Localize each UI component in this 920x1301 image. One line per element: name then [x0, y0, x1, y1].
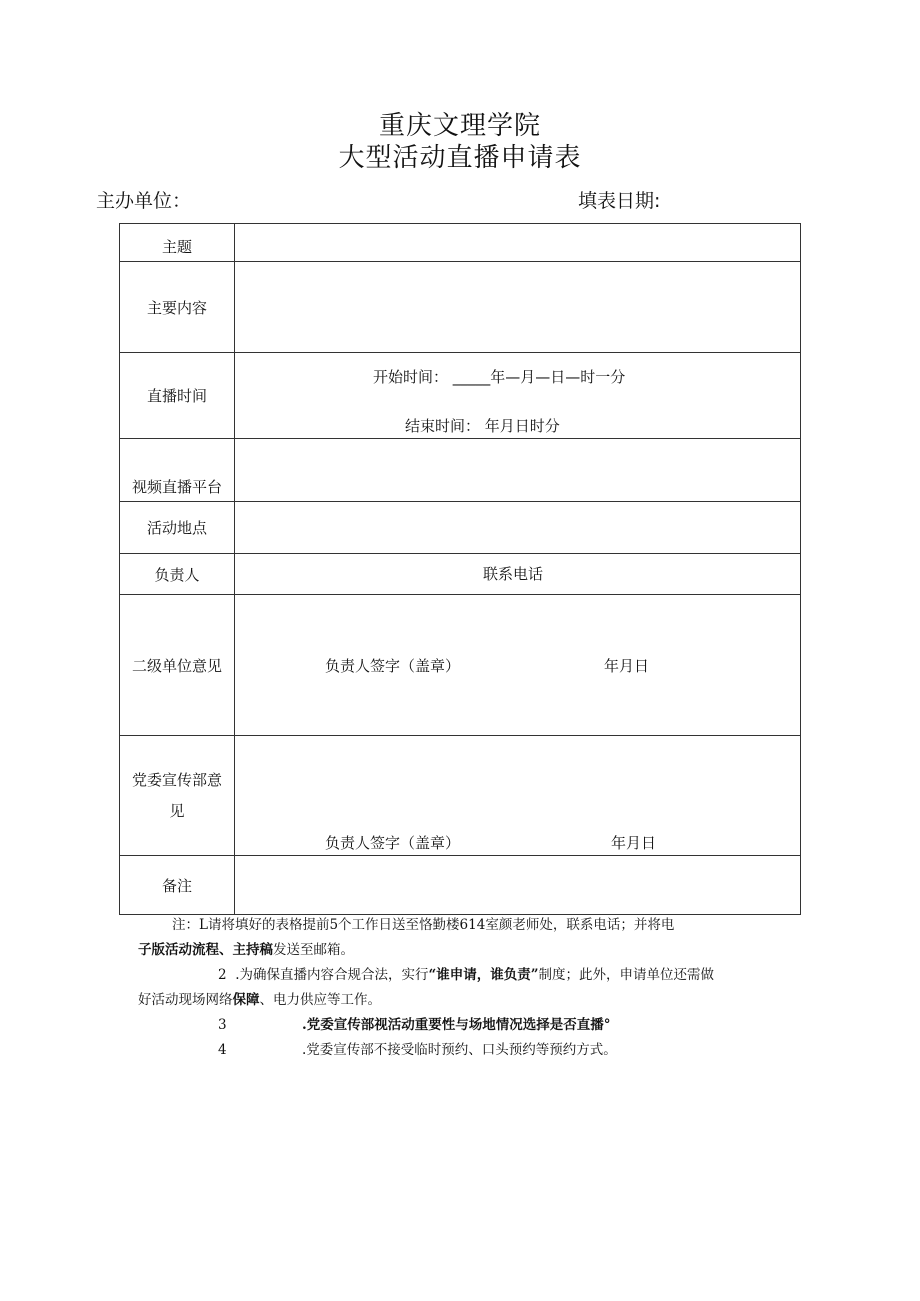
- note-1-line-a: 注：L请将填好的表格提前5个工作日送至恪勤楼614室颜老师处，联系电话；并将电: [172, 917, 675, 933]
- dept-sign-label: 负责人签字（盖章）: [325, 657, 461, 675]
- note-1-line-b: [138, 940, 354, 960]
- phone-label: 联系电话: [483, 565, 544, 583]
- row-party-opinion: [120, 736, 801, 856]
- party-opinion-label: [120, 736, 235, 856]
- theme-label: [120, 224, 235, 262]
- dept-opinion-label-text: 二级单位意见: [131, 656, 222, 675]
- party-sign-label: 负责人签字（盖章）: [325, 834, 461, 852]
- row-remarks: [120, 856, 801, 915]
- row-dept-opinion: [120, 595, 801, 736]
- note-2b-post: 、电力供应等工作。: [259, 992, 381, 1008]
- venue-field[interactable]: [235, 502, 801, 554]
- party-date-label: 年月日: [611, 834, 657, 852]
- note-3-text: .党委宣传部视活动重要性与场地情况选择是否直播°: [302, 1017, 611, 1033]
- start-time-text: 开始时间： _____年—月—日—时一分: [373, 368, 626, 386]
- content-label-text: 主要内容: [146, 298, 207, 317]
- note-2b-pre: 好活动现场网络: [138, 992, 233, 1008]
- row-platform: [120, 439, 801, 502]
- page-title-school: 重庆文理学院: [378, 111, 541, 141]
- note-2-line-a: [218, 965, 714, 985]
- remarks-label: [120, 856, 235, 915]
- row-person: [120, 554, 801, 595]
- remarks-label-text: 备注: [161, 876, 192, 895]
- person-label: [120, 554, 235, 595]
- remarks-field[interactable]: [235, 856, 801, 915]
- fill-date-label: 填表日期:: [578, 190, 661, 212]
- time-label-text: 直播时间: [146, 387, 207, 405]
- theme-label-text: 主题: [161, 238, 192, 256]
- dept-date-label: 年月日: [604, 657, 650, 675]
- row-theme: [120, 224, 801, 262]
- note-4-number: 4: [218, 1042, 227, 1058]
- organizer-label: 主办单位：: [96, 190, 192, 212]
- row-time: [120, 353, 801, 439]
- note-2b-bold: 保障: [232, 992, 260, 1008]
- venue-label: [120, 502, 235, 554]
- party-opinion-label-text: 党委宣传部意见: [131, 770, 222, 820]
- time-label: [120, 353, 235, 439]
- dept-opinion-field[interactable]: [235, 595, 801, 736]
- platform-label-text: 视频直播平台: [131, 478, 222, 496]
- platform-label: [120, 439, 235, 502]
- row-venue: [120, 502, 801, 554]
- note-2-pre: .为确保直播内容合规合法，实行: [235, 967, 429, 983]
- party-opinion-field[interactable]: [235, 736, 801, 856]
- content-field[interactable]: [235, 262, 801, 353]
- note-2-number: 2: [218, 967, 227, 983]
- content-label: [120, 262, 235, 353]
- theme-field[interactable]: [235, 224, 801, 262]
- person-label-text: 负责人: [154, 565, 200, 584]
- note-2-line-b: [138, 990, 381, 1010]
- time-field[interactable]: [235, 353, 801, 439]
- application-form-table: [119, 223, 801, 915]
- platform-field[interactable]: [235, 439, 801, 502]
- note-4-text: .党委宣传部不接受临时预约、口头预约等预约方式。: [302, 1042, 617, 1058]
- note-2-bold: “谁申请，谁负责”: [428, 967, 539, 983]
- venue-label-text: 活动地点: [146, 519, 207, 537]
- note-3-number: 3: [218, 1017, 227, 1033]
- page-title-form: 大型活动直播申请表: [338, 143, 582, 173]
- row-content: [120, 262, 801, 353]
- end-time-text: 结束时间： 年月日时分: [405, 417, 560, 435]
- note-1-bold: 子版活动流程、主持稿: [138, 942, 273, 958]
- note-1-rest: 发送至邮箱。: [273, 942, 354, 958]
- note-2-post: 制度；此外，申请单位还需做: [538, 967, 715, 983]
- dept-opinion-label: [120, 595, 235, 736]
- person-field[interactable]: [235, 554, 801, 595]
